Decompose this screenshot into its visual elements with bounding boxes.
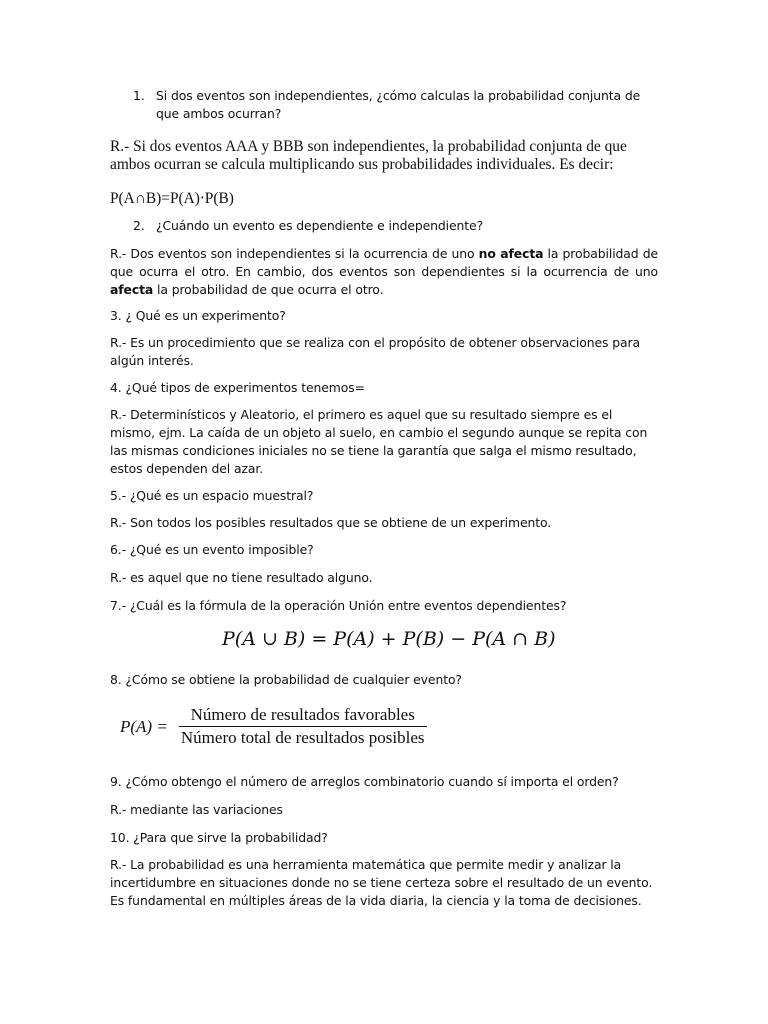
answer-6: R.- es aquel que no tiene resultado alguno. (110, 570, 373, 585)
question-1: Si dos eventos son independientes, ¿cómo calculas la probabilidad conjunta de que ambos ocurran? (156, 88, 641, 121)
formula-denominator: Número total de resultados posibles (180, 728, 425, 747)
question-9: 9. ¿Cómo obtengo el número de arreglos combinatorio cuando sí importa el orden? (110, 774, 619, 789)
answer-3: R.- Es un procedimiento que se realiza con el propósito de obtener observaciones para algún interés. (110, 335, 640, 368)
formula-fraction (179, 704, 427, 749)
answer-1-formula: P(A∩B)=P(A)⋅P(B) (110, 190, 234, 207)
answer-2-text: la probabilidad de que ocurra el otro. (153, 282, 384, 297)
probability-formula (120, 704, 427, 749)
answer-2 (110, 245, 658, 299)
answer-5: R.- Son todos los posibles resultados que se obtiene de un experimento. (110, 515, 552, 530)
question-6: 6.- ¿Qué es un evento imposible? (110, 542, 314, 557)
answer-1: R.- Si dos eventos AAA y BBB son independientes, la probabilidad conjunta de que ambos ocurran se calcula multiplicando sus probabilidades individuales. Es decir: (110, 138, 627, 173)
question-4: 4. ¿Qué tipos de experimentos tenemos= (110, 380, 365, 395)
union-formula: P(A ∪ B) = P(A) + P(B) − P(A ∩ B) (222, 628, 556, 650)
answer-4: R.- Determinísticos y Aleatorio, el primero es aquel que su resultado siempre es el mismo, ejm. La caída de un objeto al suelo, en cambio el segundo aunque se repita con las mismas condiciones iniciales no se tiene la garantía que salga el mismo resultado, estos dependen del azar. (110, 407, 648, 476)
question-2: ¿Cuándo un evento es dependiente e independiente? (156, 218, 484, 233)
answer-2-bold-afecta: afecta (110, 282, 154, 297)
answer-2-text: la probabilidad de que ocurra el otro. En cambio, dos eventos son dependientes si la ocurrencia de uno (110, 246, 658, 279)
question-5: 5.- ¿Qué es un espacio muestral? (110, 488, 314, 503)
question-7: 7.- ¿Cuál es la fórmula de la operación Unión entre eventos dependientes? (110, 598, 567, 613)
list-number-2: 2. (133, 218, 145, 233)
answer-2-text: R.- Dos eventos son independientes si la ocurrencia de uno (110, 246, 479, 261)
answer-10: R.- La probabilidad es una herramienta matemática que permite medir y analizar la incertidumbre en situaciones donde no se tiene certeza sobre el resultado de un evento. Es fundamental en múltiples áreas de la vida diaria, la ciencia y la toma de decisiones. (110, 857, 653, 908)
question-8: 8. ¿Cómo se obtiene la probabilidad de cualquier evento? (110, 672, 462, 687)
answer-9: R.- mediante las variaciones (110, 802, 283, 817)
answer-2-bold-no-afecta: no afecta (478, 246, 544, 261)
formula-numerator: Número de resultados favorables (190, 705, 415, 724)
list-number-1: 1. (133, 88, 145, 103)
question-3: 3. ¿ Qué es un experimento? (110, 308, 286, 323)
formula-lhs: P(A) = (120, 716, 168, 736)
question-10: 10. ¿Para que sirve la probabilidad? (110, 830, 328, 845)
